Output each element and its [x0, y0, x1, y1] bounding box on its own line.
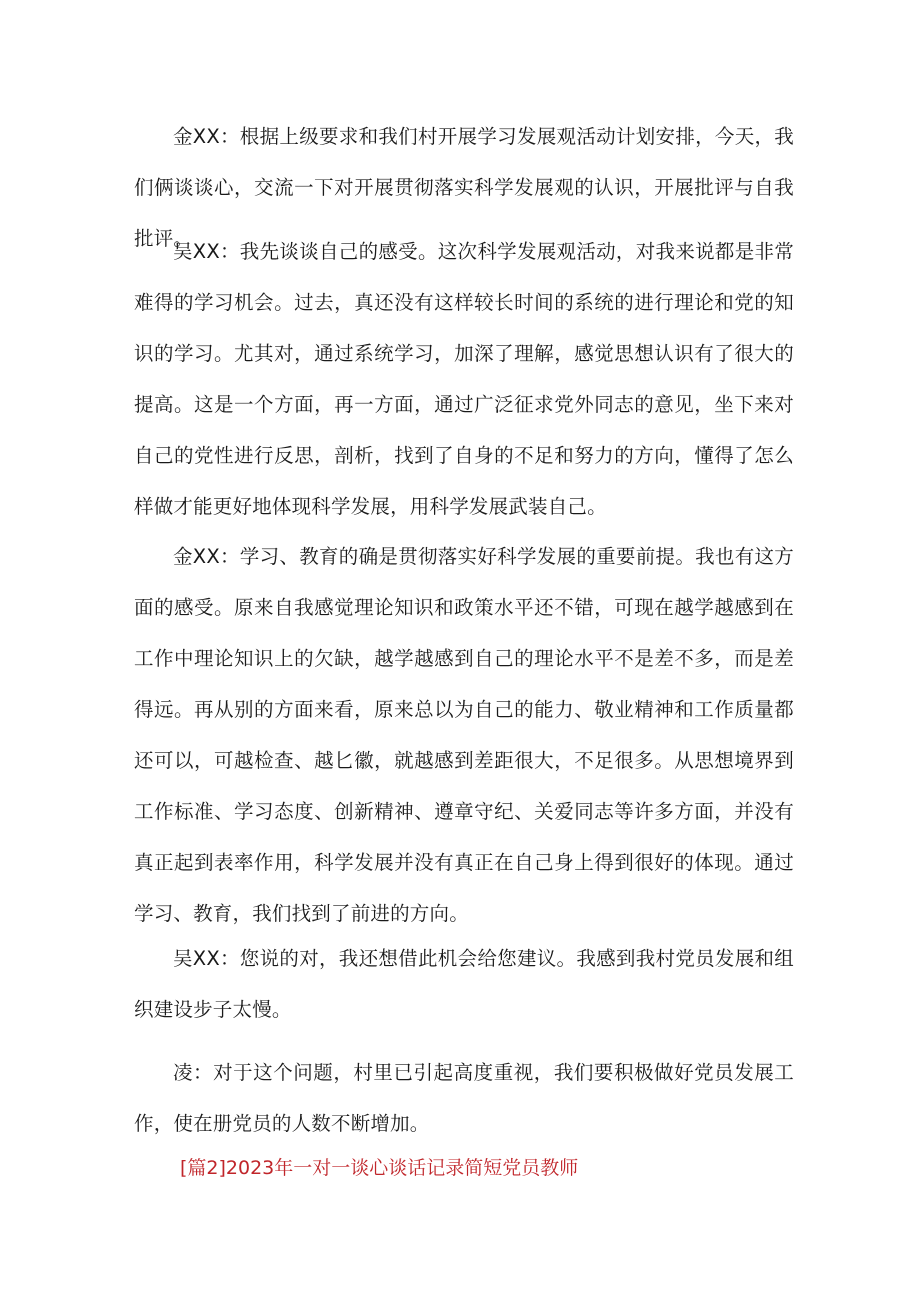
paragraph-jin-opening: 金XX：根据上级要求和我们村开展学习发展观活动计划安排，今天，我们俩谈谈心，交流一下对开展贯彻落实科学发展观的认识，开展批评与自我批评。 — [134, 125, 794, 250]
section-heading: [篇2]2023年一对一谈心谈话记录简短党员教师 — [180, 1157, 579, 1179]
paragraph-wu-reply: 吴XX：我先谈谈自己的感受。这次科学发展观活动，对我来说都是非常难得的学习机会。过去，真还没有这样较长时间的系统的进行理论和党的知识的学习。尤其对，通过系统学习，加深了理解，感觉思想认识有了很大的提高。这是一个方面，再一方面，通过广泛征求党外同志的意见，坐下来对自己的党性进行反思，剖析，找到了自身的不足和努力的方向，懂得了怎么样做才能更好地体现科学发展，用科学发展武装自己。 — [134, 240, 794, 518]
paragraph-ling-response: 凌：对于这个问题，村里已引起高度重视，我们要积极做好党员发展工作，使在册党员的人数不断增加。 — [134, 1061, 794, 1135]
paragraph-jin-reflection: 金XX：学习、教育的确是贯彻落实好科学发展的重要前提。我也有这方面的感受。原来自我感觉理论知识和政策水平还不错，可现在越学越感到在工作中理论知识上的欠缺，越学越感到自己的理论水平不是差不多，而是差得远。再从别的方面来看，原来总以为自己的能力、敬业精神和工作质量都还可以，可越检查、越匕徽，就越感到差距很大，不足很多。从思想境界到工作标准、学习态度、创新精神、遵章守纪、关爱同志等许多方面，并没有真正起到表率作用，科学发展并没有真正在自己身上得到很好的体现。通过学习、教育，我们找到了前进的方向。 — [134, 545, 794, 925]
paragraph-wu-suggestion: 吴XX：您说的对，我还想借此机会给您建议。我感到我村党员发展和组织建设步子太慢。 — [134, 947, 794, 1021]
